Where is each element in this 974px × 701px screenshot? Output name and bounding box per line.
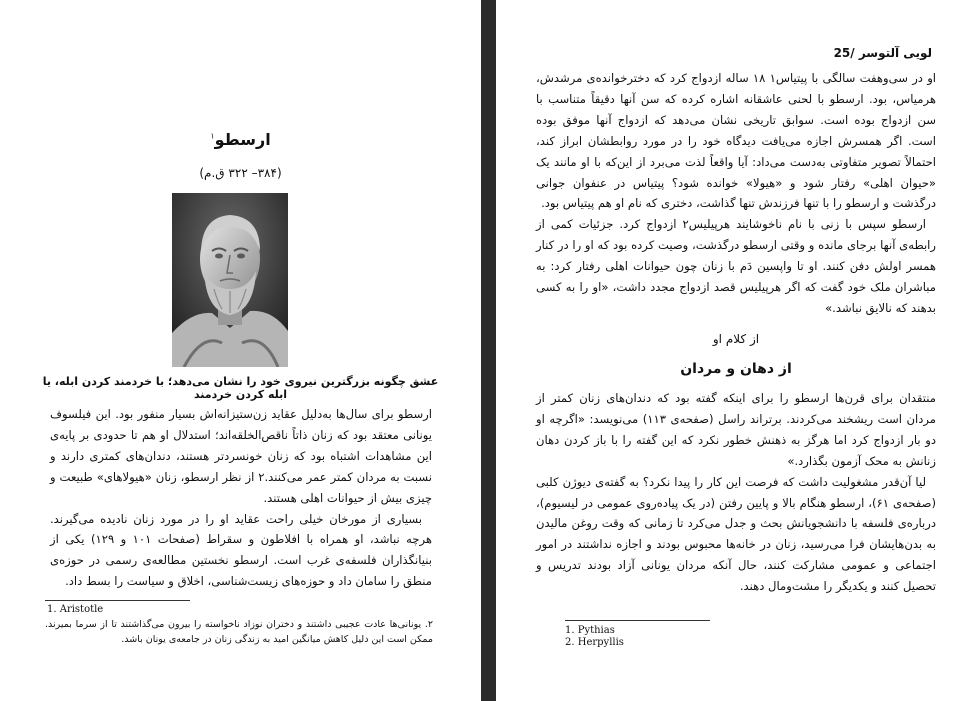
chapter-dates: (۳۸۴– ۳۲۲ ق.م) xyxy=(199,166,282,180)
portrait-caption: عشق چگونه بزرگترین نیروی خود را نشان می‌دهد؛ با خردمند کردن ابله، یا ابله کردن خردمند xyxy=(42,375,439,401)
section-heading: از دهان و مردان xyxy=(680,361,792,377)
body-paragraph: ارسطو برای سال‌ها به‌دلیل عقاید زن‌ستیزانه‌اش بسیار منفور بود. این فیلسوف یونانی معتقد بود که زنان ذاتاً ناقص‌الخلقه‌اند؛ استدلال او هم تا حدودی بر پایه‌ی این مشاهدات اشتباه بود که زنان خونسردتر هستند، دندان‌های کمتری دارند و نسبت به مردان کمتر عمر می‌کنند.۲ از نظر ارسطو، زنان «هیولاهای» طبیعت و چیزی بیش از حیوانات اهلی هستند. xyxy=(50,407,433,505)
aristotle-portrait-image xyxy=(172,193,288,367)
footnote-greek-custom: ۲. یونانی‌ها عادت عجیبی داشتند و دختران نوزاد ناخواسته را بیرون می‌گذاشتند تا از سرما بمیرند. ممکن است این دلیل کاهش میانگین امید به زندگی زنان در جامعه‌ی یونان باشد. xyxy=(45,619,433,645)
sub-heading: از کلام او xyxy=(712,332,760,346)
chapter-title-footnote-mark: ۱ xyxy=(210,131,215,141)
chapter-title: ارسطو$^۱$ xyxy=(210,130,271,149)
body-paragraph: لیا آن‌قدر مشغولیت داشت که فرصت این کار را پیدا نکرد؟ به گفته‌ی دیوژن کلبی (صفحه‌ی ۶۱)، ارسطو هنگام بالا و پایین رفتن (در یک پیاده‌روی عمومی در لیسیوم)، درباره‌ی فلسفه با دانشجویانش بحث و جدل می‌کرد تا زمانی که وقت روغن مالیدن به بدن‌هایشان فرا می‌رسید، زنان در خانه‌ها محبوس بودند و اجازه نداشتند در امور اجتماعی و عمومی مشارکت کنند، حال آنکه مردان یونانی آزاد بودند تدریس و تحصیل کنند و یکدیگر را مشت‌ومال دهند. xyxy=(536,474,936,594)
body-paragraph: او در سی‌وهفت سالگی با پیتیاس۱ ۱۸ ساله ازدواج کرد که دخترخوانده‌ی مرشدش، هرمیاس، بود. ارسطو با لحنی عاشقانه اشاره کرده که سن آنها دقیقاً متناسب با سن ازدواج بوده است. سوابق تاریخی نشان می‌دهد که ازدواج آنها موفق بوده است. اگر همسرش اجازه می‌یافت دیدگاه خود را در مورد روابطشان ابراز کند، احتمالاً تصویر متفاوتی به‌دست می‌داد: آیا واقعاً لذت می‌برد از این‌که با او مانند یک «حیوان اهلی» رفتار شود و «هیولا» خوانده شود؟ پیتیاس در عنفوان جوانی درگذشت و ارسطو را با تنها فرزندش تنها گذاشت، دختری که نام او هم پیتیاس بود. xyxy=(536,71,937,211)
right-page xyxy=(496,0,974,701)
footnote-list xyxy=(565,625,624,649)
right-body-text-2 xyxy=(536,388,936,597)
right-body-text xyxy=(536,68,936,319)
footnote-divider xyxy=(565,620,710,621)
running-head: لویی آلتوسر /25 xyxy=(833,46,932,60)
body-paragraph: ارسطو سپس با زنی با نام ناخوشایند هرپیلیس۲ ازدواج کرد. جزئیات کمی از رابطه‌ی آنها برجای مانده و وقتی ارسطو درگذشت، وصیت کرده بود که او را در کنار همسر اولش دفن کنند. او تا واپسین دَم با زنان چون حیوانات اهلی رفتار کرد: به مباشران ملک خود گفت که اگر هرپیلیس قصد ازدواج مجدد داشت، «او را به کسی بدهند که نالایق نباشد.» xyxy=(536,217,936,315)
footnote-herpyllis: 2. Herpyllis xyxy=(565,637,624,648)
book-spine xyxy=(481,0,496,701)
footnote-divider xyxy=(45,600,190,601)
body-paragraph: منتقدان برای قرن‌ها ارسطو را برای اینکه گفته بود که دندان‌های زنان کمتر از مردان است ریشخند می‌کردند. برتراند راسل (صفحه‌ی ۱۱۳) می‌نویسد: «اگرچه او دو بار ازدواج کرد اما هرگز به ذهنش خطور نکرد که این گفته را با باز کردن دهان زنانش به محک آزمون بگذارد.» xyxy=(536,391,936,468)
left-page xyxy=(0,0,481,701)
body-paragraph: بسیاری از مورخان خیلی راحت عقاید او را در مورد زنان نادیده می‌گیرند. هرچه نباشد، او همراه با افلاطون و سقراط (صفحات ۱۰۱ و ۱۲۹) یکی از بنیانگذاران فلسفه‌ی غرب است. ارسطو نخستین مطالعه‌ی رسمی در حوزه‌ی منطق را سامان داد و حوزه‌های زیست‌شناسی، اخلاق و سیاست را بسط داد. xyxy=(50,511,432,589)
footnote-pythias: 1. Pythias xyxy=(565,625,615,636)
footnote-aristotle: 1. Aristotle xyxy=(47,604,104,615)
left-body-text xyxy=(50,404,432,592)
